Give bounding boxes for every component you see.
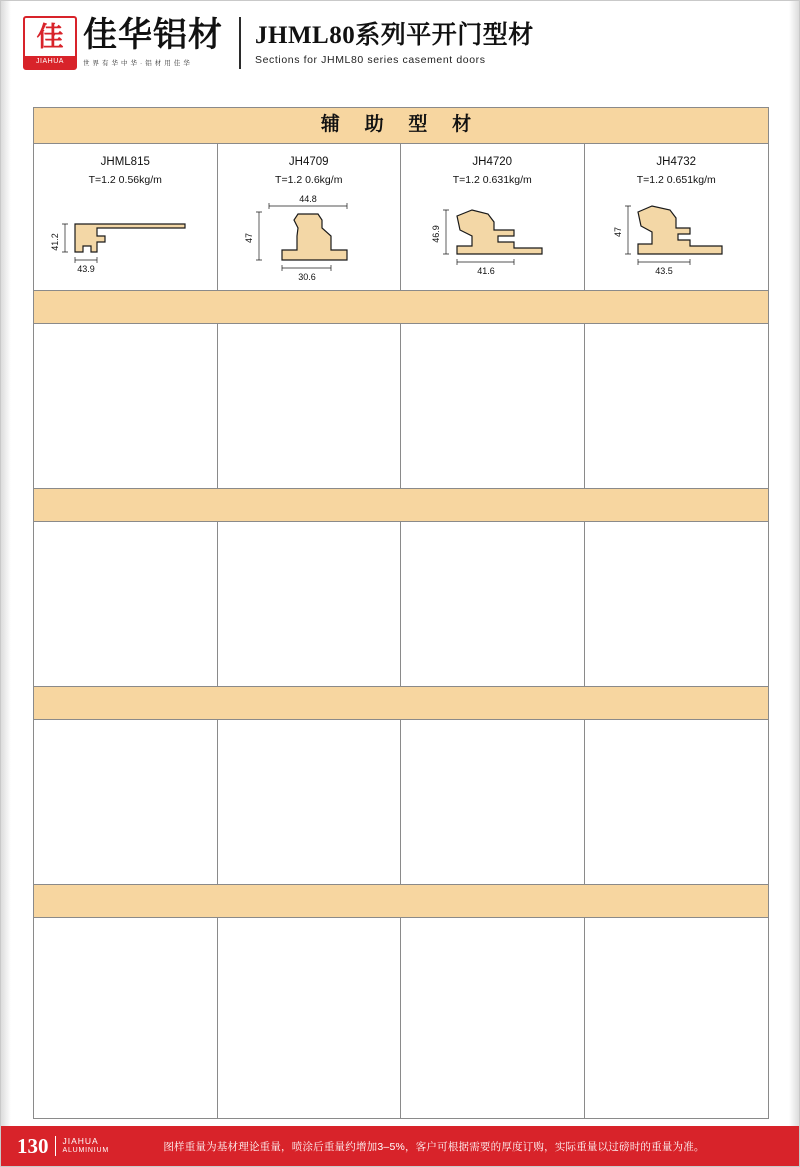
brand-name: 佳华铝材 <box>83 17 223 54</box>
table-row-empty <box>34 324 768 489</box>
profile-cell-empty[interactable] <box>218 324 402 488</box>
profile-cell-empty[interactable] <box>585 324 769 488</box>
brand-logo <box>23 16 223 70</box>
table-row-empty <box>34 918 768 1118</box>
page-title: JHML80系列平开门型材 <box>255 22 534 50</box>
profile-code: JHML815 <box>100 156 150 168</box>
page-header <box>1 1 799 85</box>
table-row <box>34 144 768 291</box>
profile-drawing <box>218 190 401 282</box>
profile-cell-empty[interactable] <box>218 522 402 686</box>
brand-slogan: 世 界 有 华 中 华 · 铝 材 用 佳 华 <box>83 60 191 67</box>
profile-cell-empty[interactable] <box>401 720 585 884</box>
profile-cell-empty[interactable] <box>585 522 769 686</box>
profile-cell-empty[interactable] <box>401 324 585 488</box>
profile-cell-empty[interactable] <box>401 918 585 1118</box>
table-row-empty <box>34 720 768 885</box>
profile-spec: T=1.2 0.631kg/m <box>452 173 532 186</box>
dim-top-label: 44.8 <box>298 194 317 205</box>
profile-cell-empty[interactable] <box>34 324 218 488</box>
footer-note: 图样重量为基材理论重量，喷涂后重量约增加3–5%，客户可根据需要的厚度订购，实际重量以过磅时的重量为准。 <box>163 1140 705 1153</box>
profile-code: JH4732 <box>656 156 697 168</box>
header-divider <box>239 17 241 69</box>
profile-table <box>33 107 769 1119</box>
page-title-en: Sections for JHML80 series casement doors <box>255 53 486 66</box>
profile-cell[interactable] <box>34 144 218 290</box>
profile-cell-empty[interactable] <box>585 918 769 1118</box>
profile-cell-empty[interactable] <box>218 918 402 1118</box>
dim-left-label: 47 <box>613 227 624 238</box>
profile-spec: T=1.2 0.56kg/m <box>88 173 162 186</box>
footer-brand-en: ALUMINIUM <box>62 1146 109 1154</box>
separator-band <box>34 687 768 720</box>
table-row-empty <box>34 522 768 687</box>
profile-cell-empty[interactable] <box>401 522 585 686</box>
separator-band <box>34 885 768 918</box>
dim-left-label: 47 <box>243 233 254 244</box>
profile-cell-empty[interactable] <box>34 522 218 686</box>
profile-cell-empty[interactable] <box>585 720 769 884</box>
dim-bottom-label: 30.6 <box>297 272 316 283</box>
logo-glyph: 佳 <box>36 22 64 52</box>
profile-cell[interactable] <box>401 144 585 290</box>
dim-bottom-label: 43.5 <box>655 266 674 277</box>
profile-spec: T=1.2 0.6kg/m <box>275 173 343 186</box>
profile-code: JH4709 <box>288 156 329 168</box>
profile-drawing <box>585 190 769 282</box>
separator-band <box>34 489 768 522</box>
section-title: 辅 助 型 材 <box>34 108 768 144</box>
dim-bottom-label: 41.6 <box>477 266 496 277</box>
profile-cell-empty[interactable] <box>34 720 218 884</box>
profile-spec: T=1.2 0.651kg/m <box>636 173 716 186</box>
profile-cell[interactable] <box>585 144 769 290</box>
dim-left-label: 41.2 <box>50 233 61 251</box>
profile-drawing <box>34 190 217 282</box>
profile-code: JH4720 <box>472 156 513 168</box>
logo-icon <box>23 16 77 70</box>
profile-cell-empty[interactable] <box>218 720 402 884</box>
profile-cell-empty[interactable] <box>34 918 218 1118</box>
page-number: 130 <box>17 1133 49 1158</box>
footer-brand-cn: JIAHUA <box>62 1136 99 1147</box>
page-footer <box>1 1126 799 1166</box>
separator-band <box>34 291 768 324</box>
dim-left-label: 46.9 <box>431 225 442 243</box>
profile-drawing <box>401 190 584 282</box>
profile-cell[interactable] <box>218 144 402 290</box>
dim-bottom-label: 43.9 <box>77 264 96 275</box>
logo-tag: JIAHUA <box>25 56 75 68</box>
page-edge-shadow-right <box>789 1 799 1126</box>
footer-brand <box>55 1136 109 1155</box>
page-edge-shadow-left <box>1 1 11 1126</box>
